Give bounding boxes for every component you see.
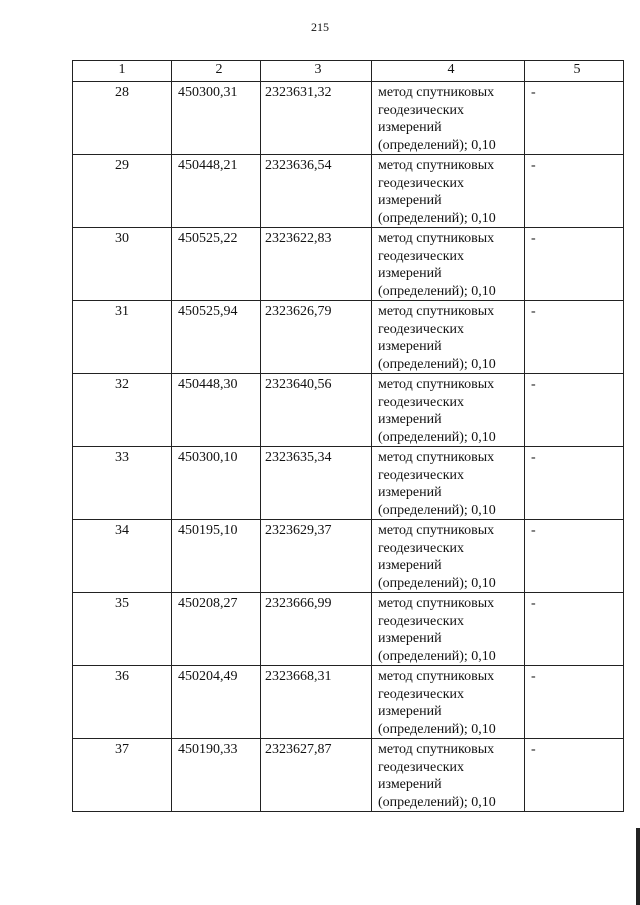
method-line-1: метод спутниковых	[378, 523, 495, 538]
y-coordinate: 2323635,34	[261, 447, 372, 520]
description: -	[525, 155, 624, 228]
y-coordinate: 2323636,54	[261, 155, 372, 228]
method-line-3: измерений	[378, 193, 442, 208]
method-line-4: (определений); 0,10	[378, 210, 496, 226]
method-accuracy	[372, 374, 525, 447]
method-line-4: (определений); 0,10	[378, 356, 496, 372]
method-line-4: (определений); 0,10	[378, 794, 496, 810]
description: -	[525, 301, 624, 374]
table-row	[73, 447, 624, 520]
description: -	[525, 666, 624, 739]
method-line-4: (определений); 0,10	[378, 502, 496, 518]
method-accuracy	[372, 155, 525, 228]
y-coordinate: 2323627,87	[261, 739, 372, 812]
y-coordinate: 2323626,79	[261, 301, 372, 374]
x-coordinate: 450300,31	[172, 82, 261, 155]
table-row	[73, 593, 624, 666]
y-coordinate: 2323622,83	[261, 228, 372, 301]
description: -	[525, 593, 624, 666]
method-accuracy	[372, 301, 525, 374]
point-number: 29	[73, 155, 172, 228]
method-accuracy	[372, 82, 525, 155]
table-row	[73, 82, 624, 155]
y-coordinate: 2323631,32	[261, 82, 372, 155]
method-line-1: метод спутниковых	[378, 231, 495, 246]
method-line-3: измерений	[378, 339, 442, 354]
method-line-4: (определений); 0,10	[378, 137, 496, 153]
header-col-1: 1	[73, 61, 172, 82]
y-coordinate: 2323666,99	[261, 593, 372, 666]
y-coordinate: 2323668,31	[261, 666, 372, 739]
method-line-3: измерений	[378, 704, 442, 719]
x-coordinate: 450208,27	[172, 593, 261, 666]
method-line-2: геодезических	[378, 102, 465, 118]
method-accuracy	[372, 228, 525, 301]
page-number: 215	[311, 20, 329, 34]
method-line-2: геодезических	[378, 394, 465, 410]
x-coordinate: 450448,30	[172, 374, 261, 447]
x-coordinate: 450300,10	[172, 447, 261, 520]
description: -	[525, 228, 624, 301]
method-line-4: (определений); 0,10	[378, 648, 496, 664]
method-line-1: метод спутниковых	[378, 377, 495, 392]
x-coordinate: 450204,49	[172, 666, 261, 739]
method-line-2: геодезических	[378, 759, 465, 775]
header-col-4: 4	[372, 61, 525, 82]
x-coordinate: 450525,94	[172, 301, 261, 374]
method-line-1: метод спутниковых	[378, 85, 495, 100]
method-line-2: геодезических	[378, 540, 465, 556]
point-number: 33	[73, 447, 172, 520]
point-number: 36	[73, 666, 172, 739]
method-line-3: измерений	[378, 266, 442, 281]
x-coordinate: 450525,22	[172, 228, 261, 301]
method-accuracy	[372, 666, 525, 739]
method-line-3: измерений	[378, 631, 442, 646]
method-line-4: (определений); 0,10	[378, 429, 496, 445]
table-row	[73, 739, 624, 812]
method-line-2: геодезических	[378, 321, 465, 337]
method-line-2: геодезических	[378, 175, 465, 191]
method-accuracy	[372, 739, 525, 812]
description: -	[525, 82, 624, 155]
point-number: 30	[73, 228, 172, 301]
y-coordinate: 2323629,37	[261, 520, 372, 593]
y-coordinate: 2323640,56	[261, 374, 372, 447]
method-line-1: метод спутниковых	[378, 669, 495, 684]
table-row	[73, 155, 624, 228]
method-line-1: метод спутниковых	[378, 742, 495, 757]
method-accuracy	[372, 593, 525, 666]
table-row	[73, 374, 624, 447]
point-number: 31	[73, 301, 172, 374]
table-row	[73, 228, 624, 301]
method-line-3: измерений	[378, 485, 442, 500]
method-line-3: измерений	[378, 558, 442, 573]
method-line-1: метод спутниковых	[378, 450, 495, 465]
description: -	[525, 374, 624, 447]
point-number: 28	[73, 82, 172, 155]
method-line-2: геодезических	[378, 248, 465, 264]
description: -	[525, 520, 624, 593]
x-coordinate: 450195,10	[172, 520, 261, 593]
method-accuracy	[372, 520, 525, 593]
coordinates-table	[72, 60, 624, 812]
method-line-1: метод спутниковых	[378, 304, 495, 319]
x-coordinate: 450448,21	[172, 155, 261, 228]
table-row	[73, 301, 624, 374]
method-line-2: геодезических	[378, 467, 465, 483]
method-line-1: метод спутниковых	[378, 158, 495, 173]
description: -	[525, 447, 624, 520]
x-coordinate: 450190,33	[172, 739, 261, 812]
header-col-5: 5	[525, 61, 624, 82]
point-number: 35	[73, 593, 172, 666]
method-line-2: геодезических	[378, 613, 465, 629]
method-line-4: (определений); 0,10	[378, 283, 496, 299]
method-line-3: измерений	[378, 120, 442, 135]
method-line-3: измерений	[378, 777, 442, 792]
method-accuracy	[372, 447, 525, 520]
point-number: 32	[73, 374, 172, 447]
table-row	[73, 520, 624, 593]
point-number: 34	[73, 520, 172, 593]
table-header-row	[73, 61, 624, 82]
method-line-2: геодезических	[378, 686, 465, 702]
method-line-4: (определений); 0,10	[378, 575, 496, 591]
table-row	[73, 666, 624, 739]
header-col-3: 3	[261, 61, 372, 82]
description: -	[525, 739, 624, 812]
method-line-3: измерений	[378, 412, 442, 427]
method-line-1: метод спутниковых	[378, 596, 495, 611]
scan-edge-bar	[636, 828, 640, 905]
header-col-2: 2	[172, 61, 261, 82]
point-number: 37	[73, 739, 172, 812]
method-line-4: (определений); 0,10	[378, 721, 496, 737]
